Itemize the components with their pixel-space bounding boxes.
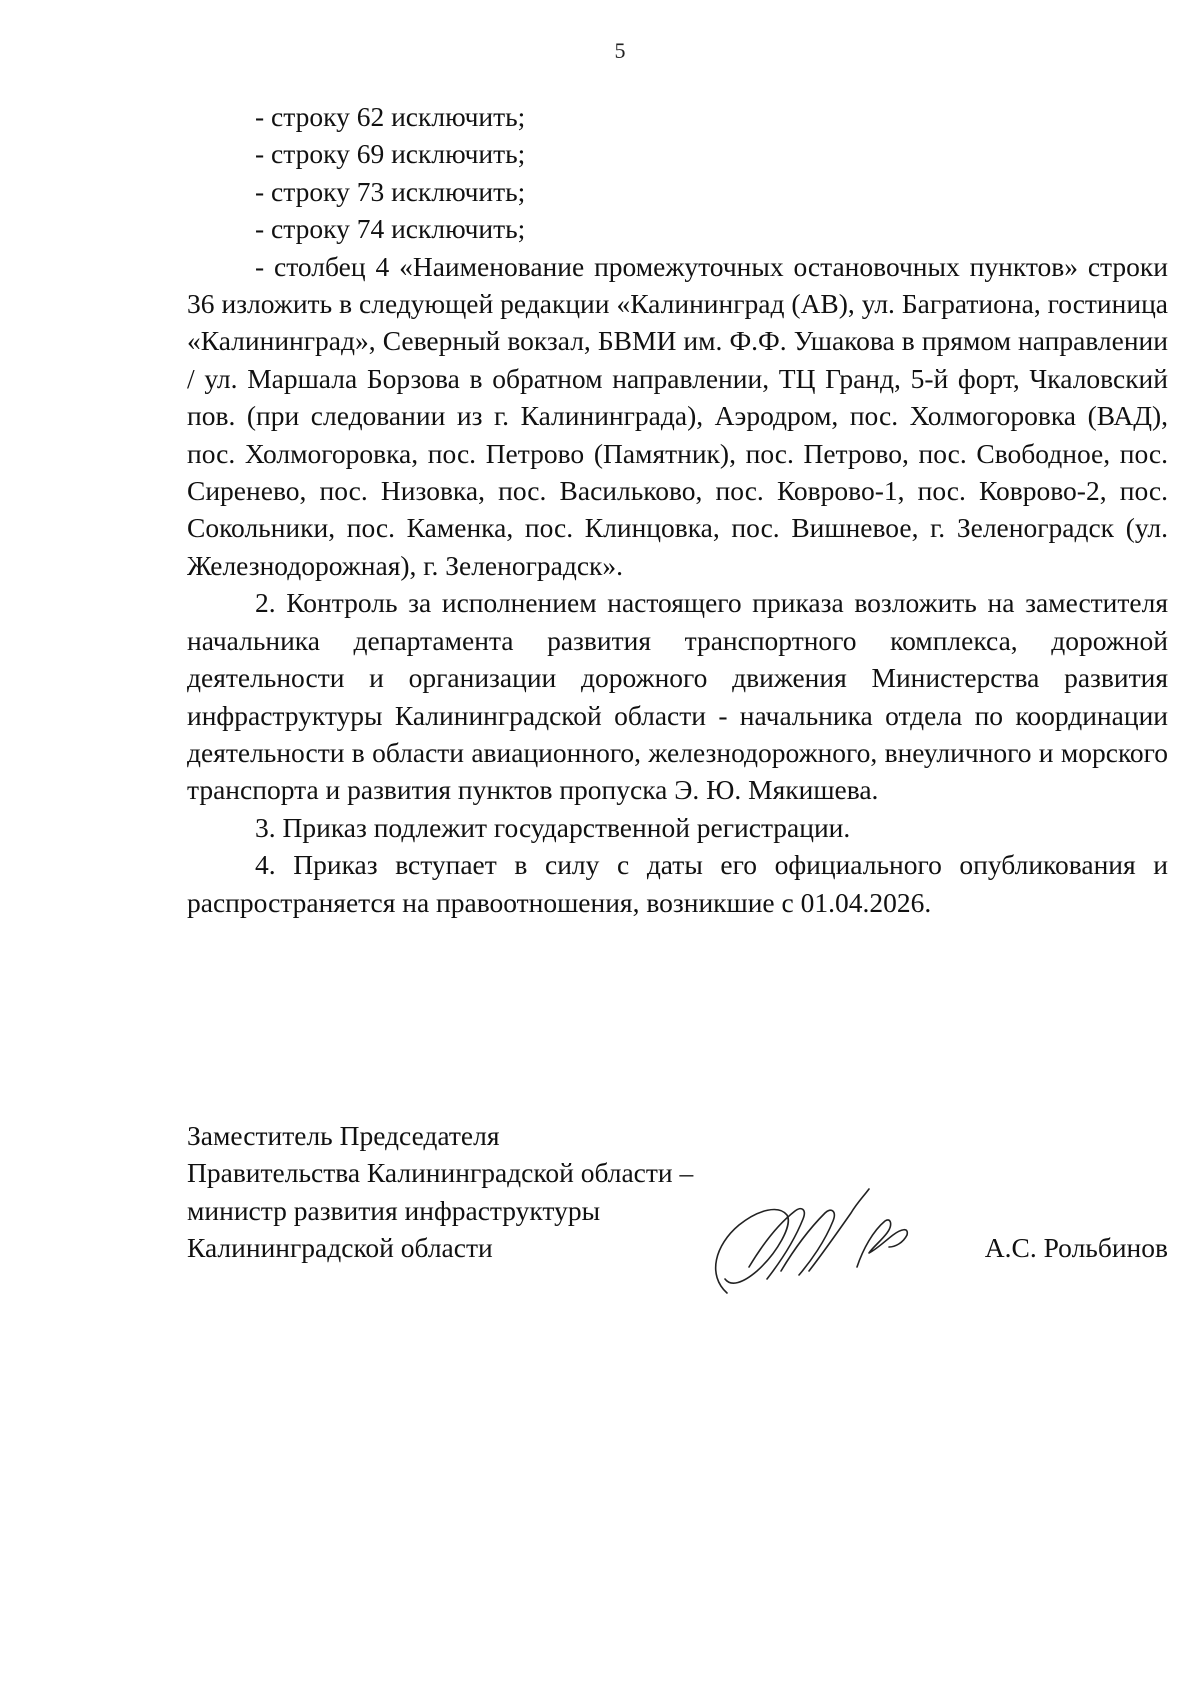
handwritten-signature [697, 1175, 937, 1300]
amendment-item-1: - строку 62 исключить; [255, 101, 526, 132]
amendment-item-5: - столбец 4 «Наименование промежуточных остановочных пунктов» строки 36 изложить в следующей редакции «Калининград (АВ), ул. Багратиона, гостиница «Калининград», Северный вокзал, БВМИ им. Ф.Ф. Ушакова в прямом направлении / ул. Маршала Борзова в обратном направлении, ТЦ Гранд, 5-й форт, Чкаловский пов. (при следовании из г. Калининграда), Аэродром, пос. Холмогоровка (ВАД), пос. Холмогоровка, пос. Петрово (Памятник), пос. Петрово, пос. Свободное, пос. Сиренево, пос. Низовка, пос. Васильково, пос. Коврово-1, пос. Коврово-2, пос. Сокольники, пос. Каменка, пос. Клинцовка, пос. Вишневое, г. Зеленоградск (ул. Железнодорожная), г. Зеленоградск». [187, 250, 1168, 581]
signatory-name: А.С. Рольбинов [984, 1232, 1168, 1263]
clause-2: 2. Контроль за исполнением настоящего приказа возложить на заместителя начальника департамента развития транспортного комплекса, дорожной деятельности и организации дорожного движения Министерства развития инфраструктуры Калининградской области - начальника отдела по координации деятельности в области авиационного, железнодорожного, внеуличного и морского транспорта и развития пунктов пропуска Э. Ю. Мякишева. [187, 587, 1168, 806]
page-number: 5 [614, 38, 626, 63]
amendment-item-4: - строку 74 исключить; [255, 213, 526, 245]
clause-4: 4. Приказ вступает в силу с даты его официального опубликования и распространяется на правоотношения, возникшие с 01.04.2026. [187, 849, 1168, 918]
signatory-title-line: Заместитель Председателя [187, 1120, 500, 1151]
signatory-title-line: министр развития инфраструктуры [187, 1194, 601, 1226]
document-body [187, 98, 1168, 921]
signatory-title-line: Калининградской области [187, 1232, 493, 1264]
signature-block [187, 1117, 1168, 1267]
amendment-item-3: - строку 73 исключить; [255, 175, 526, 207]
signatory-title-line: Правительства Калининградской области – [187, 1157, 694, 1189]
amendment-item-2: - строку 69 исключить; [255, 138, 526, 170]
clause-3: 3. Приказ подлежит государственной регистрации. [255, 811, 851, 843]
